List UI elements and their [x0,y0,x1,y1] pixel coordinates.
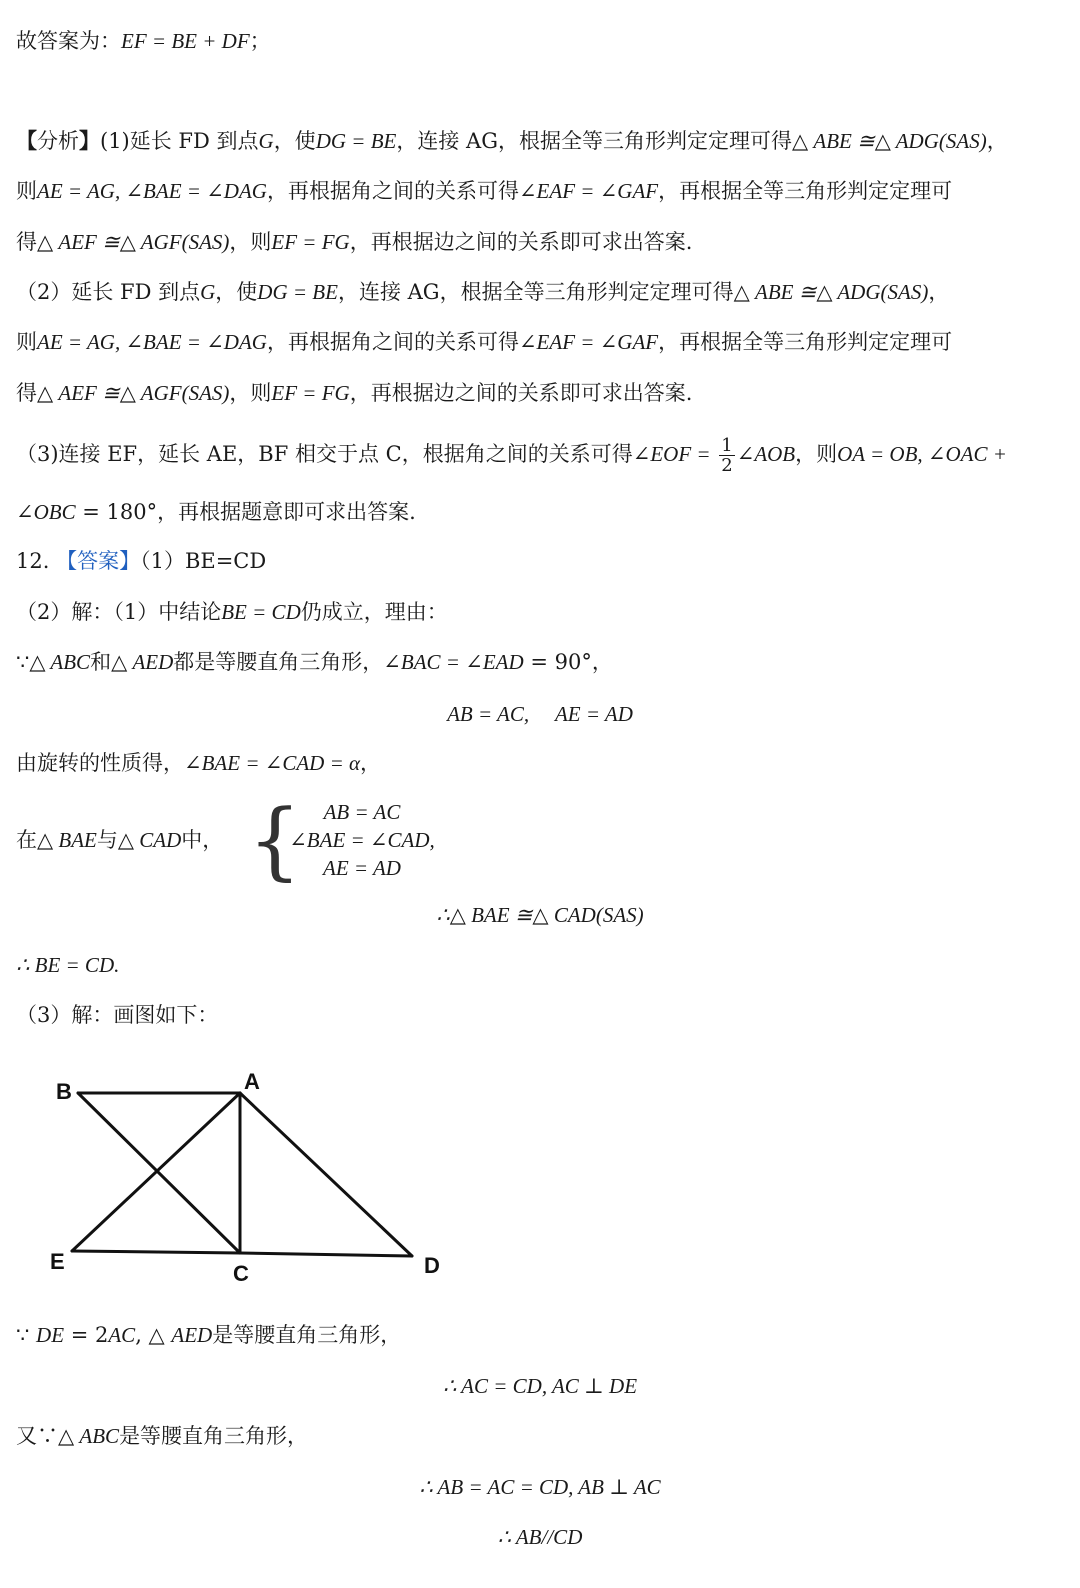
text: 由旋转的性质得， [16,751,184,775]
text: 和 [90,650,112,674]
analysis-p1-line2 [16,176,952,206]
math-expression: G [258,129,274,153]
math-expression: ∠BAC = ∠EAD [383,650,524,674]
text: ，再根据全等三角形判定定理可 [658,179,953,203]
segment-ec [72,1251,240,1253]
math-expression: DE [36,1323,65,1347]
system-eq-3: AE = AD [323,856,401,880]
text: 故答案为： [16,29,121,53]
therefore-be-cd: ∴ BE = CD. [16,953,120,977]
math-expression: EF = FG [271,230,350,254]
text: 都是等腰直角三角形， [173,650,384,674]
math-expression: ∠EAF = ∠GAF [518,330,659,354]
math-expression: △ AED [111,650,174,674]
text: (1)延长 FD 到点 [100,129,259,153]
math-expression: ∠AOB [736,442,796,466]
text: ，连接 AG，根据全等三角形判定定理可得 [396,129,792,153]
analysis-p3-line1 [16,432,1007,476]
fraction-one-half [719,436,734,475]
math-expression: DG = BE [257,280,338,304]
math-expression: BE = CD [221,600,301,624]
math-expression: EF = FG [271,381,350,405]
congruence-conclusion: ∴△ BAE ≅△ CAD(SAS) [436,903,644,927]
text: ，则 [229,230,272,254]
question-number: 12. [16,549,57,573]
in-triangles-line [16,825,223,855]
since-line-2 [16,1320,401,1350]
bracket: 】 [79,128,100,153]
text: 得 [16,381,37,405]
math-expression: △ AEF ≅△ AGF(SAS) [37,230,230,254]
bracket: 【 [16,128,37,153]
text: 是等腰直角三角形， [119,1424,309,1448]
math-expression: △ ABE ≅△ ADG(SAS) [791,129,987,153]
text: ，连接 AG，根据全等三角形判定定理可得 [337,280,734,304]
text: （2）解：（1）中结论 [16,600,222,624]
math-expression: AED [171,1323,213,1347]
math-expression: = 2 [64,1323,109,1347]
equation-ab-ac-ae-ad: AB = AC, AE = AD [447,702,633,726]
geometry-figure [40,1065,460,1295]
since-line-1 [16,647,613,677]
math-expression: G [200,280,216,304]
text: = 90°， [523,650,613,674]
equation-ab-parallel-cd: ∴ AB//CD [497,1525,583,1549]
point-label-e: E [50,1249,65,1274]
text: ，则 [795,442,838,466]
q12-answer-heading [16,546,266,576]
math-expression: △ AEF ≅△ AGF(SAS) [37,381,230,405]
math-expression: ∠BAE = ∠CAD = α [184,751,361,775]
math-expression: △ ABC [29,650,91,674]
q12-part2-line [16,597,448,627]
math-expression: AE = AG, ∠BAE = ∠DAG [37,179,267,203]
math-expression: DG = BE [315,129,397,153]
point-label-d: D [424,1253,440,1278]
equation-system [248,791,468,889]
because-symbol: ∵ [16,1323,37,1347]
text: 则 [16,330,37,354]
text: ，再根据题意即可求出答案. [157,500,416,524]
text: ， [986,129,1008,153]
q12-part3-line: （3）解：画图如下： [16,1003,219,1027]
text: 仍成立，理由： [300,600,448,624]
text: 中， [181,828,224,852]
math-expression: AE = AG, ∠BAE = ∠DAG [37,330,267,354]
text: ； [249,29,271,53]
text: ，使 [215,280,258,304]
text: ，再根据角之间的关系可得 [266,330,519,354]
text: （2）延长 FD 到点 [16,280,201,304]
math-expression: AC [108,1323,136,1347]
analysis-p2-line1 [16,277,949,307]
because-symbol: ∵ [16,650,30,674]
equation-ac-cd: ∴ AC = CD, AC ⊥ DE [442,1374,638,1398]
text: 又∵ [16,1424,58,1448]
math-expression: △ ABC [58,1424,120,1448]
analysis-p1-line3 [16,227,692,257]
text: 则 [16,179,37,203]
rotation-line [16,748,381,778]
also-line [16,1421,308,1451]
text: ， [928,280,950,304]
point-label-c: C [233,1261,249,1286]
math-expression: , △ [135,1323,172,1347]
math-expression: △ BAE [37,828,97,852]
text: 与 [96,828,118,852]
math-expression: = 180° [75,500,158,524]
math-expression: ∠EAF = ∠GAF [518,179,659,203]
system-eq-2: ∠BAE = ∠CAD, [289,828,435,852]
fraction-denominator: 2 [721,455,733,476]
text: ，再根据边之间的关系即可求出答案. [349,230,693,254]
text: 在 [16,828,37,852]
math-expression: △ CAD [117,828,182,852]
text: ，使 [273,129,316,153]
text: ，再根据角之间的关系可得 [266,179,519,203]
analysis-p1-line1 [16,126,1008,156]
analysis-tag: 分析 [37,129,79,153]
left-brace: { [248,791,302,889]
analysis-p2-line3 [16,378,692,408]
analysis-p3-line2 [16,497,416,527]
text: （1）BE=CD [140,549,267,573]
answer-tag: 【答案】 [56,549,141,573]
math-expression: ∠OBC [16,500,76,524]
analysis-p2-line2 [16,327,952,357]
point-label-a: A [244,1069,260,1094]
segment-cd [240,1253,412,1256]
math-expression: OA = OB, ∠OAC + [837,442,1007,466]
text: ，再根据边之间的关系即可求出答案. [349,381,693,405]
text: ，再根据全等三角形判定定理可 [658,330,953,354]
answer-line [16,26,271,56]
equation-ab-ac-cd: ∴ AB = AC = CD, AB ⊥ AC [419,1475,661,1499]
text: 得 [16,230,37,254]
math-expression: △ ABE ≅△ ADG(SAS) [733,280,929,304]
math-expression: EF = BE + DF [121,29,250,53]
fraction-numerator: 1 [721,435,733,456]
text: ，则 [229,381,272,405]
point-label-b: B [56,1079,72,1104]
math-expression: ∠EOF = [632,442,711,466]
segment-ad [240,1093,412,1256]
text: ， [360,751,382,775]
text: （3)连接 EF，延长 AE，BF 相交于点 C，根据角之间的关系可得 [16,442,633,466]
system-eq-1: AB = AC [323,800,401,824]
text: 是等腰直角三角形， [212,1323,402,1347]
